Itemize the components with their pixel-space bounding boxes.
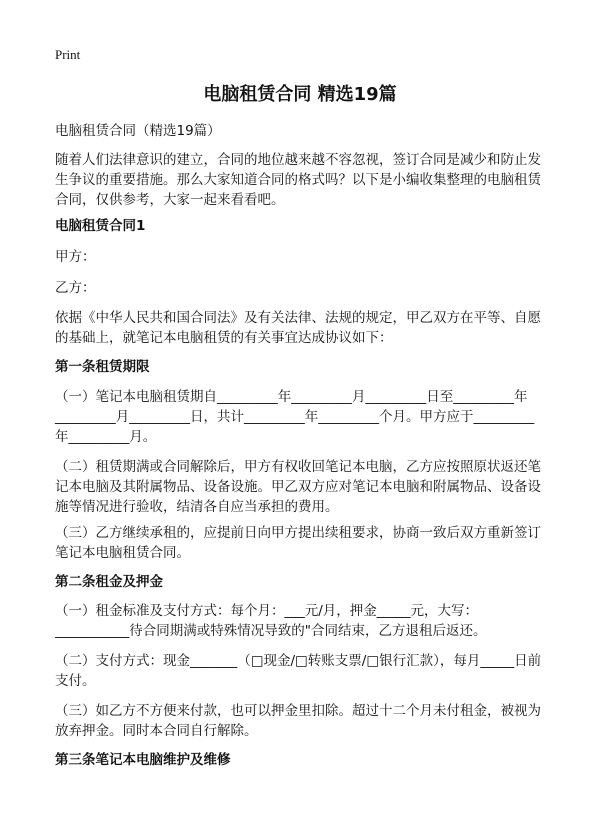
section-paragraph: （二）支付方式：现金_______（□现金/□转账支票/□银行汇款），每月_____日前支付。: [55, 653, 542, 689]
party-a-label: 甲方：: [55, 249, 96, 265]
section-paragraph: （三）乙方继续承租的，应提前日向甲方提出续租要求，协商一致后双方重新签订笔记本电脑租赁合同。: [55, 525, 541, 561]
section-paragraph: （二）租赁期满或合同解除后，甲方有权收回笔记本电脑，乙方应按照原状返还笔记本电脑及其附属物品、设备设施。甲乙双方应对笔记本电脑和附属物品、设备设施等情况进行验收，结清各自应当承担的费用。: [55, 459, 541, 515]
section-paragraph: （一）笔记本电脑租赁期自_________年_________月_________日至_________年_________月_________日，共计_________年_________个月。甲方应于_________年_________月。: [55, 389, 535, 445]
intro-paragraph: 随着人们法律意识的建立，合同的地位越来越不容忽视，签订合同是减少和防止发生争议的重要措施。那么大家知道合同的格式吗？以下是小编收集整理的电脑租赁合同，仅供参考，大家一起来看看吧。: [55, 152, 541, 208]
party-b-label: 乙方：: [55, 280, 96, 296]
section-paragraph: （三）如乙方不方便来付款，也可以押金里扣除。超过十二个月未付租金，被视为放弃押金。同时本合同自行解除。: [55, 703, 541, 739]
section-heading: 第三条笔记本电脑维护及维修: [55, 752, 231, 768]
document-subtitle: 电脑租赁合同（精选19篇）: [55, 123, 221, 139]
basis-paragraph: 依据《中华人民共和国合同法》及有关法律、法规的规定，甲乙双方在平等、自愿的基础上，就笔记本电脑租赁的有关事宜达成协议如下：: [55, 310, 541, 346]
document-title: 电脑租赁合同 精选19篇: [203, 84, 397, 105]
section-heading: 第二条租金及押金: [55, 574, 163, 590]
section-paragraph: （一）租金标准及支付方式：每个月：___元/月，押金_____元，大写：___________待合同期满或特殊情况导致的"合同结束，乙方退租后返还。: [55, 603, 487, 639]
print-link[interactable]: Print: [55, 47, 81, 62]
section-heading: 第一条租赁期限: [55, 359, 150, 375]
contract-heading: 电脑租赁合同1: [55, 218, 146, 234]
